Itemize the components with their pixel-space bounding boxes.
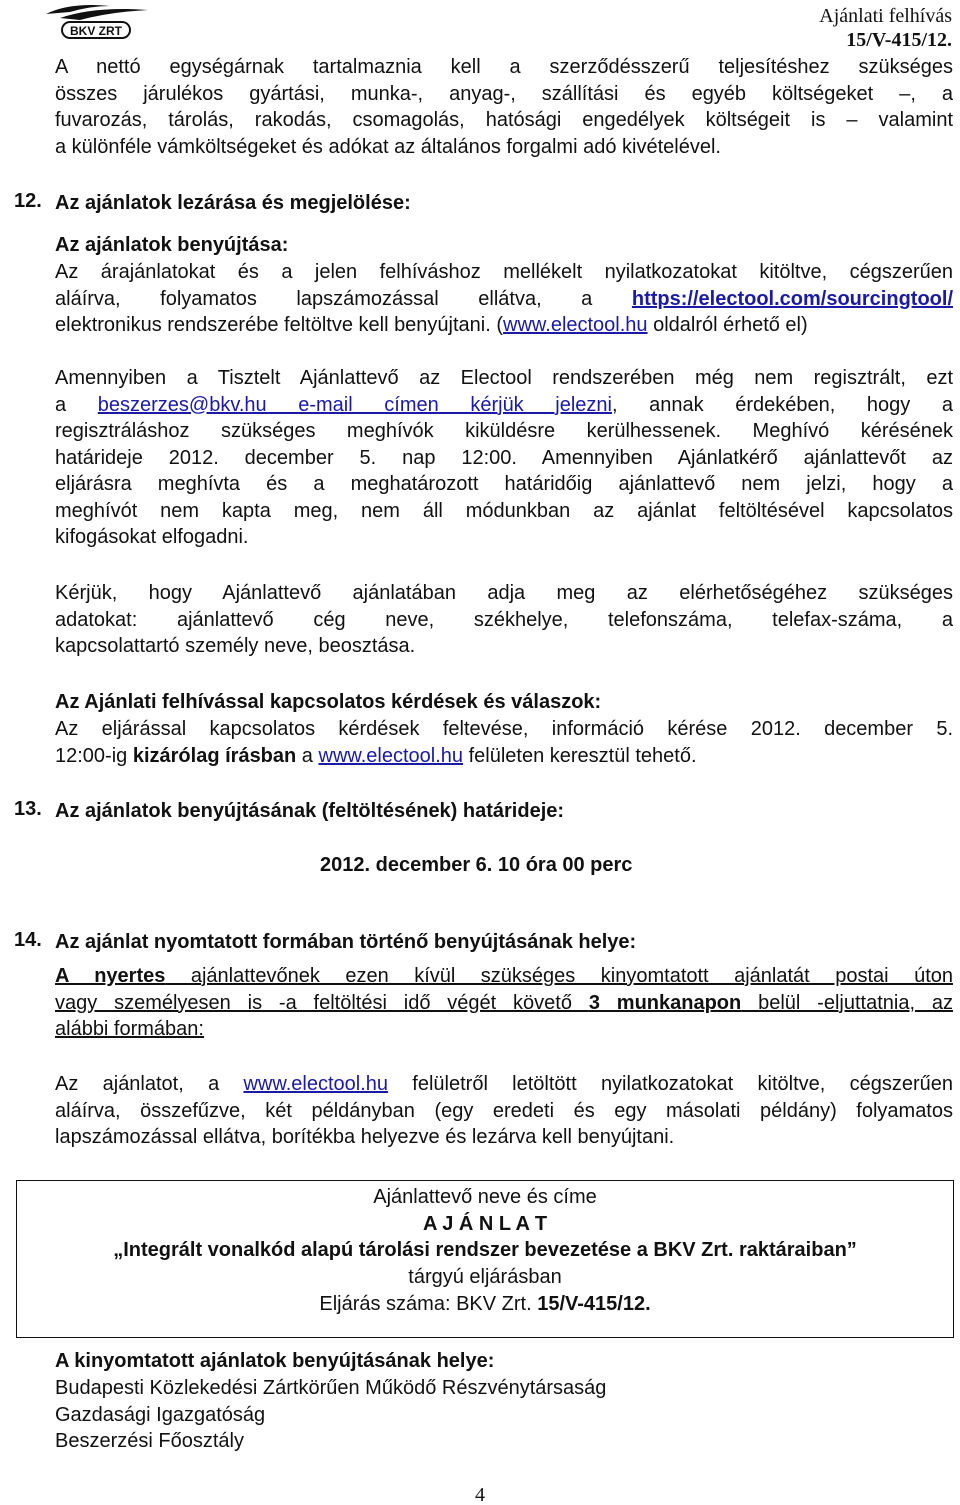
- section-14-title: Az ajánlat nyomtatott formában történő benyújtásának helye:: [55, 931, 637, 953]
- paragraph-line: 12:00-ig kizárólag írásban a www.electool.hu felületen keresztül tehető.: [55, 744, 697, 767]
- intro-line: a különféle vámköltségeket és adókat az általános forgalmi adó kivételével.: [55, 135, 721, 158]
- intro-line: A nettó egységárnak tartalmaznia kell a szerződésszerű teljesítéshez szükséges: [55, 56, 953, 78]
- printed-offer-paragraph: [55, 1071, 953, 1151]
- paragraph-line: Amennyiben a Tisztelt Ajánlattevő az Electool rendszerében még nem regisztrált, ezt: [55, 367, 953, 389]
- submission-deadline: 2012. december 6. 10 óra 00 perc: [320, 854, 633, 876]
- paragraph-line: Kérjük, hogy Ajánlattevő ajánlatában adja meg az elérhetőségéhez szükséges: [55, 582, 953, 604]
- registration-paragraph: [55, 365, 953, 551]
- offer-heading: A J Á N L A T: [422, 1213, 548, 1235]
- bkv-logo: [40, 0, 152, 40]
- paragraph-line: alábbi formában:: [55, 1018, 204, 1040]
- paragraph-line: regisztráláshoz szükséges meghívók kiküldésre kerülhessenek. Meghívó kérésének: [55, 420, 953, 442]
- address-block: [55, 1375, 953, 1455]
- paragraph-line: a beszerzes@bkv.hu e-mail címen kérjük jelezni, annak érdekében, hogy a: [55, 393, 953, 416]
- submission-paragraph: [55, 259, 953, 339]
- contact-paragraph: [55, 580, 953, 660]
- page-number: 4: [475, 1484, 485, 1505]
- intro-line: fuvarozás, tárolás, rakodás, csomagolás, hatósági engedélyek költségeit is – valamint: [55, 109, 953, 131]
- address-line: Beszerzési Főosztály: [55, 1430, 244, 1452]
- paragraph-line: Az ajánlatot, a www.electool.hu felületről letöltött nyilatkozatokat kitöltve, cégszerűen: [55, 1073, 953, 1095]
- logo-text: BKV ZRT: [70, 24, 122, 38]
- paragraph-line: aláírva, összefűzve, két példányban (egy eredeti és egy másolati példány) folyamatos: [55, 1099, 953, 1122]
- bidder-name-address: Ajánlattevő neve és címe: [373, 1186, 597, 1208]
- section-12-subtitle: Az ajánlatok benyújtása:: [55, 234, 289, 256]
- paragraph-line: adatokat: ajánlattevő cég neve, székhelye, telefonszáma, telefax-száma, a: [55, 608, 953, 631]
- paragraph-line: Az eljárással kapcsolatos kérdések feltevése, információ kérése 2012. december 5.: [55, 718, 953, 740]
- section-13-number: 13.: [14, 798, 42, 820]
- procedure-number: Eljárás száma: BKV Zrt. 15/V-415/12.: [319, 1293, 651, 1315]
- section-14-number: 14.: [14, 929, 42, 951]
- document-title: Ajánlati felhívás: [819, 5, 952, 27]
- qa-title: Az Ajánlati felhívással kapcsolatos kérdések és válaszok:: [55, 691, 602, 713]
- envelope-label-box: [16, 1180, 954, 1338]
- procurement-subject: „Integrált vonalkód alapú tárolási rendszer bevezetése a BKV Zrt. raktáraiban”: [113, 1239, 857, 1261]
- paragraph-line: Az árajánlatokat és a jelen felhíváshoz mellékelt nyilatkozatokat kitöltve, cégszerűen: [55, 261, 953, 283]
- paragraph-line: lapszámozással ellátva, borítékba helyezve és lezárva kell benyújtani.: [55, 1126, 675, 1148]
- address-line: Budapesti Közlekedési Zártkörűen Működő Részvénytársaság: [55, 1377, 607, 1399]
- qa-paragraph: [55, 716, 953, 769]
- section-13-title: Az ajánlatok benyújtásának (feltöltésének) határideje:: [55, 800, 565, 822]
- section-12-title: Az ajánlatok lezárása és megjelölése:: [55, 192, 411, 214]
- paragraph-line: aláírva, folyamatos lapszámozással ellátva, a https://electool.com/sourcingtool/: [55, 287, 953, 310]
- paragraph-line: kifogásokat elfogadni.: [55, 526, 249, 548]
- paragraph-line: vagy személyesen is -a feltöltési idő végét követő 3 munkanapon belül -eljuttatnia, az: [55, 991, 953, 1014]
- winner-paragraph: [55, 963, 953, 1043]
- paragraph-line: határideje 2012. december 5. nap 12:00. Amennyiben Ajánlatkérő ajánlattevőt az: [55, 446, 953, 469]
- paragraph-line: meghívót nem kapta meg, nem áll módunkban az ajánlat feltöltésével kapcsolatos: [55, 499, 953, 522]
- paragraph-line: A nyertes ajánlattevőnek ezen kívül szükséges kinyomtatott ajánlatát postai úton: [55, 965, 953, 987]
- paragraph-line: eljárásra meghívta és a meghatározott határidőig ajánlattevő nem jelzi, hogy a: [55, 473, 953, 495]
- procurement-subject-suffix: tárgyú eljárásban: [408, 1266, 562, 1288]
- document-number: 15/V-415/12.: [846, 29, 952, 51]
- intro-line: összes járulékos gyártási, munka-, anyag-, szállítási és egyéb költségeket –, a: [55, 82, 953, 105]
- address-title: A kinyomtatott ajánlatok benyújtásának helye:: [55, 1350, 495, 1372]
- intro-paragraph: [55, 54, 953, 160]
- email-link[interactable]: beszerzes@bkv.hu e-mail címen kérjük jelezni: [97, 393, 612, 416]
- electool-link[interactable]: www.electool.hu: [503, 314, 648, 336]
- address-line: Gazdasági Igazgatóság: [55, 1403, 266, 1426]
- electool-link[interactable]: www.electool.hu: [243, 1073, 389, 1095]
- paragraph-line: elektronikus rendszerébe feltöltve kell benyújtani. (www.electool.hu oldalról érhető el): [55, 314, 808, 336]
- electool-sourcing-link[interactable]: https://electool.com/sourcingtool/: [631, 287, 953, 310]
- section-12-number: 12.: [14, 190, 42, 212]
- document-header: [819, 4, 952, 52]
- electool-link[interactable]: www.electool.hu: [318, 744, 464, 767]
- paragraph-line: kapcsolattartó személy neve, beosztása.: [55, 635, 416, 657]
